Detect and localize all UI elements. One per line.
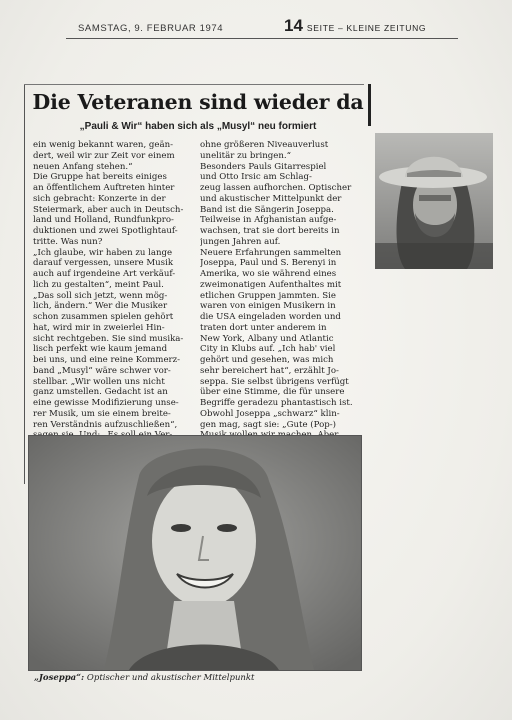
article-text-line: wachsen, trat sie dort bereits in xyxy=(200,226,340,236)
article-text-line: Obwohl Joseppa „schwarz“ klin- xyxy=(200,408,340,419)
article-text-line: zeug lassen aufhorchen. Optischer xyxy=(200,183,352,193)
article-text-line: über eine Stimme, die für unsere xyxy=(200,387,345,398)
article-text-line: die USA eingeladen worden und xyxy=(200,312,341,322)
caption-name: „Joseppa“: xyxy=(34,673,85,683)
article-text-line: etlichen Gruppen jammten. Sie xyxy=(200,290,336,301)
article-text-line: traten dort unter anderem in xyxy=(200,322,327,333)
header-page-info xyxy=(284,16,426,36)
article-text-line: Teilweise in Afghanistan aufge- xyxy=(200,215,337,226)
header-rule xyxy=(66,38,458,39)
article-text-line: lich zu gestalten“, meint Paul. xyxy=(33,279,164,290)
photo-joseppa xyxy=(28,435,362,671)
clipping-border-left xyxy=(24,84,25,484)
article-text-line: duktionen und zwei Spotlightauf- xyxy=(33,226,178,236)
header-date: SAMSTAG, 9. FEBRUAR 1974 xyxy=(78,23,224,34)
article-text-line: sehr bereichert hat“, erzählt Jo- xyxy=(200,365,339,376)
article-text-line: City in Klubs auf. „Ich hab' viel xyxy=(200,344,336,355)
clipping-border-right xyxy=(368,84,371,126)
article-text-line: bei uns, und eine reine Kommerz- xyxy=(33,355,181,365)
article-text-line: Steiermark, aber auch in Deutsch- xyxy=(33,204,184,215)
clipping-border-top xyxy=(24,84,364,85)
article-text-line: ren Verständnis aufzuschließen“, xyxy=(33,419,178,430)
article-text-line: New York, Albany und Atlantic xyxy=(200,333,334,344)
article-text-line: seppa. Sie selbst übrigens verfügt xyxy=(200,376,349,387)
article-subheadline: „Pauli & Wir“ haben sich als „Musyl“ neu formiert xyxy=(79,121,317,132)
article-text-line: waren von einigen Musikern in xyxy=(200,301,336,312)
caption-text: Optischer und akustischer Mittelpunkt xyxy=(84,673,255,683)
article-text-line: neuen Anfang stehen.“ xyxy=(33,161,133,172)
article-text-line: hat, wird mir in zweierlei Hin- xyxy=(33,322,165,333)
article-text-line: sicht rechtgeben. Sie sind musika- xyxy=(33,333,184,344)
article-text-line: Die Gruppe hat bereits einiges xyxy=(33,172,167,183)
article-text-line: Neuere Erfahrungen sammelten xyxy=(200,247,342,258)
page-header-text: SEITE – KLEINE ZEITUNG xyxy=(306,23,427,33)
article-text-line: schon zusammen spielen gehört xyxy=(33,312,174,322)
article-text-line: Besonders Pauls Gitarrespiel xyxy=(200,161,327,172)
article-text-line: land und Holland, Rundfunkpro- xyxy=(33,215,174,226)
article-text-line: und Otto Irsic am Schlag- xyxy=(200,172,312,183)
article-text-line: ein wenig bekannt waren, geän- xyxy=(33,140,174,150)
article-text-line: tritte. Was nun? xyxy=(33,236,103,247)
page-number: 14 xyxy=(284,16,303,35)
article-text-line: ganz umstellen. Gedacht ist an xyxy=(33,387,168,398)
article-column-2 xyxy=(200,140,370,452)
article-text-line: „Das soll sich jetzt, wenn mög- xyxy=(33,290,168,301)
article-text-line: Begriffe geradezu phantastisch ist. xyxy=(200,398,353,408)
article-text-line: gen mag, sagt sie: „Gute (Pop-) xyxy=(200,419,337,430)
article-text-line: darauf vergessen, unsere Musik xyxy=(33,258,174,269)
article-text-line: eine gewisse Modifizierung unse- xyxy=(33,398,179,408)
article-text-line: sich gebracht: Konzerte in der xyxy=(33,193,166,204)
article-text-line: an öffentlichem Auftreten hinter xyxy=(33,183,175,193)
article-text-line: und akustischer Mittelpunkt der xyxy=(200,193,342,204)
article-text-line: jungen Jahren auf. xyxy=(200,236,281,247)
article-text-line: auch auf irgendeine Art verkäuf- xyxy=(33,269,176,279)
article-text-line: „Ich glaube, wir haben zu lange xyxy=(33,247,173,258)
article-text-line: rer Musik, um sie einem breite- xyxy=(33,408,171,419)
article-text-line: stellbar. „Wir wollen uns nicht xyxy=(33,376,165,387)
article-text-line: unelitär zu bringen.“ xyxy=(200,150,292,161)
article-text-line: band „Musyl“ wäre schwer vor- xyxy=(33,365,171,376)
article-text-line: zweimonatigen Aufenthaltes mit xyxy=(200,279,342,290)
article-text-line: lich, ändern.“ Wer die Musiker xyxy=(33,301,168,312)
article-text-line: ohne größeren Niveauverlust xyxy=(200,140,329,150)
article-text-line: Amerika, wo sie während eines xyxy=(200,269,337,279)
article-text-line: dert, weil wir zur Zeit vor einem xyxy=(33,150,175,161)
article-text-line: lisch perfekt wie kaum jemand xyxy=(33,344,168,355)
article-headline: Die Veteranen sind wieder da xyxy=(32,90,364,114)
article-column-1 xyxy=(33,140,193,452)
article-text-line: Band ist die Sängerin Joseppa. xyxy=(200,204,334,215)
photo-caption xyxy=(34,673,254,683)
article-text-line: Joseppa, Paul und S. Berenyi in xyxy=(200,258,337,269)
photo-man-with-hat xyxy=(375,133,493,269)
article-text-line: gehört und gesehen, was mich xyxy=(200,355,334,365)
